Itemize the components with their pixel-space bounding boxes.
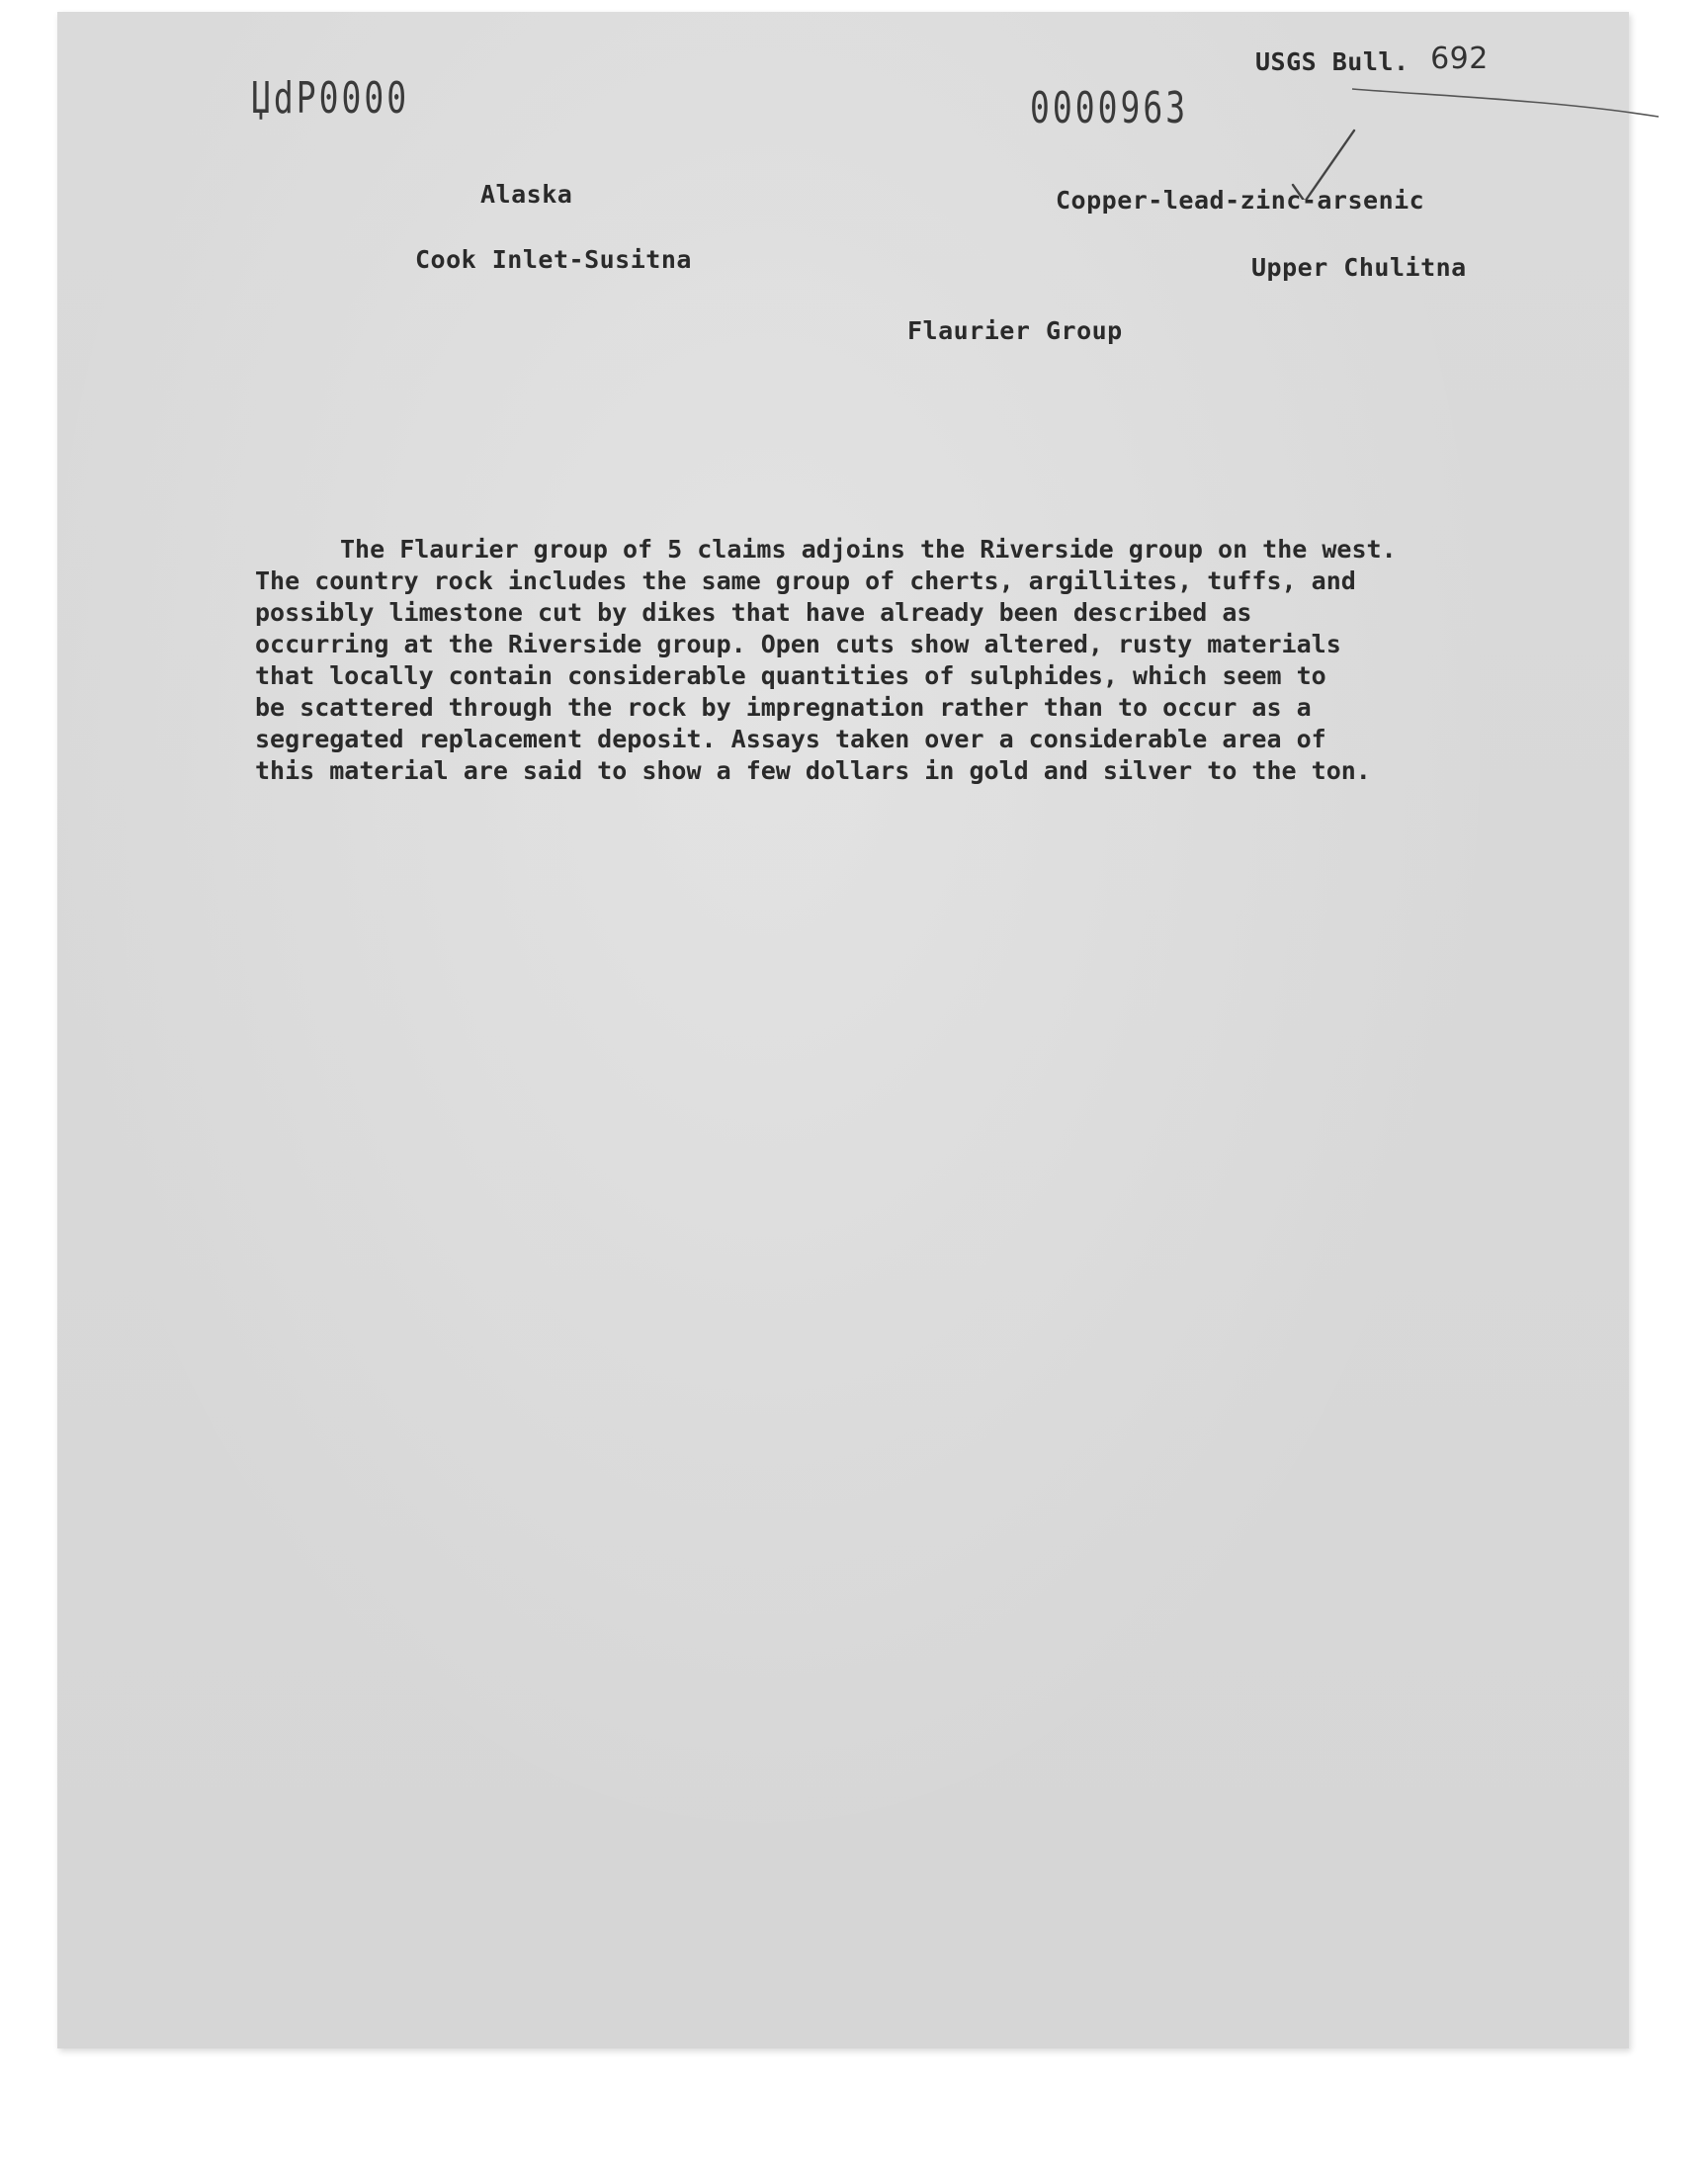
district-label: Upper Chulitna — [1251, 253, 1467, 282]
region-label: Cook Inlet-Susitna — [415, 245, 692, 274]
paragraph-line: segregated replacement deposit. Assays taken over a considerable area of — [255, 725, 1326, 753]
paragraph-line: possibly limestone cut by dikes that have already been described as — [255, 598, 1252, 627]
paragraph-line: this material are said to show a few dollars in gold and silver to the ton. — [255, 756, 1371, 785]
archive-stamp-left: ЏdP0000 — [251, 73, 410, 124]
commodities-label: Copper-lead-zinc-arsenic — [1056, 186, 1425, 215]
paragraph-line: that locally contain considerable quantities of sulphides, which seem to — [255, 661, 1326, 690]
archive-stamp-right: 0000963 — [1030, 83, 1189, 133]
bulletin-number-handwritten: 692 — [1430, 42, 1489, 76]
pen-marks — [1283, 61, 1698, 200]
bulletin-ref-label: USGS Bull. — [1255, 47, 1409, 76]
document-page — [57, 12, 1629, 2048]
state-label: Alaska — [480, 180, 573, 209]
description-paragraph — [255, 534, 1540, 787]
paragraph-line: The Flaurier group of 5 claims adjoins the Riverside group on the west. — [340, 535, 1397, 564]
paragraph-line: occurring at the Riverside group. Open cuts show altered, rusty materials — [255, 630, 1341, 658]
paragraph-line: be scattered through the rock by impregnation rather than to occur as a — [255, 693, 1312, 722]
paragraph-line: The country rock includes the same group of cherts, argillites, tuffs, and — [255, 566, 1356, 595]
property-title: Flaurier Group — [907, 316, 1123, 345]
